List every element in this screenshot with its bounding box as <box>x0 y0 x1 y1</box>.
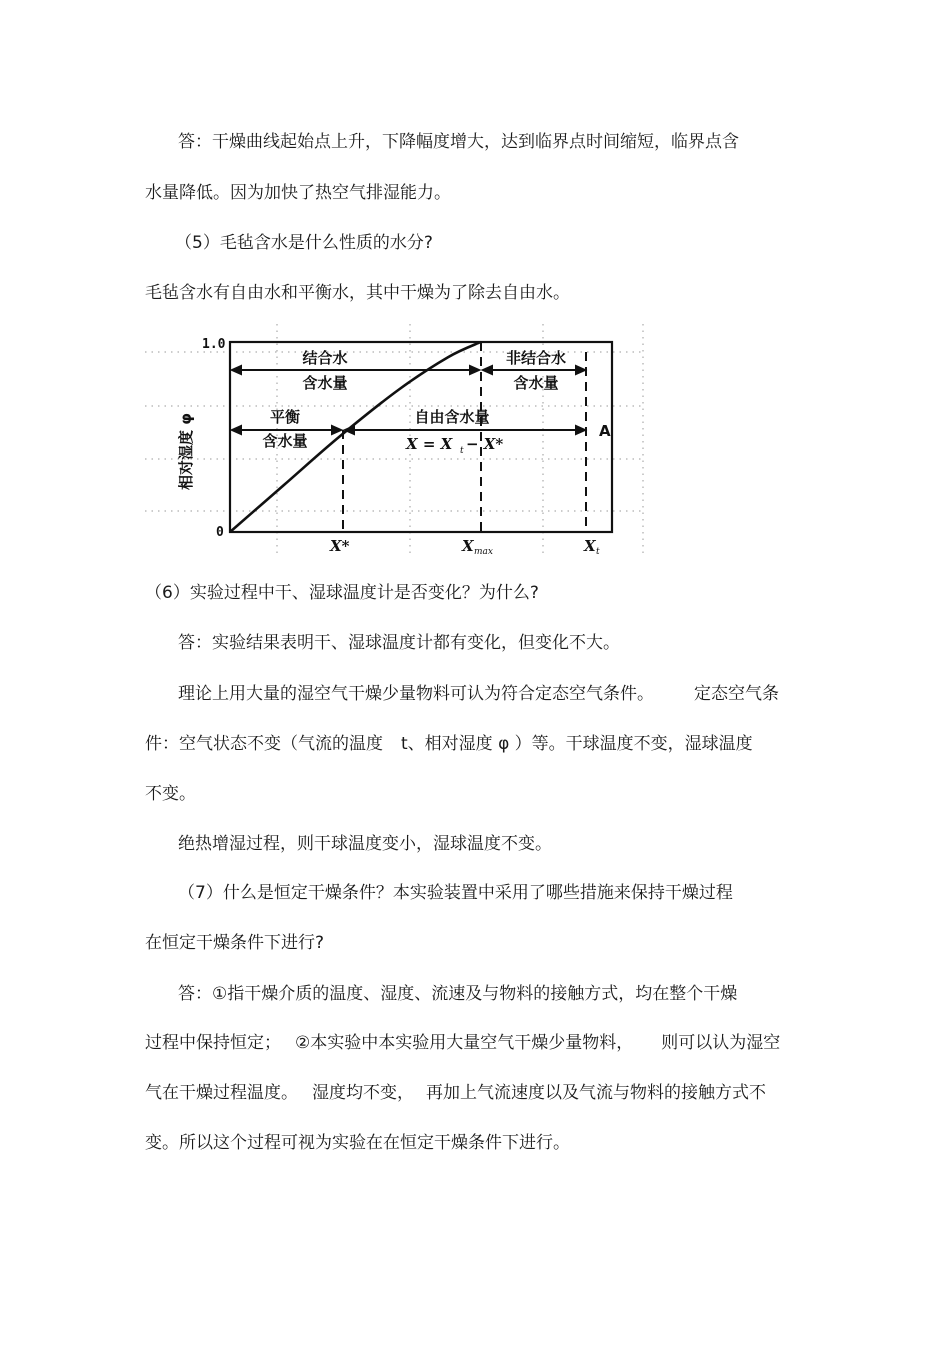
free-water-formula-end: − X* <box>466 435 504 453</box>
free-water-formula-text: X = X <box>406 435 453 453</box>
question-7: （7）什么是恒定干燥条件？本实验装置中采用了哪些措施来保持干燥过程 <box>178 883 733 903</box>
question-6: （6）实验过程中干、湿球温度计是否变化？为什么? <box>145 583 539 603</box>
theory-paragraph-part-2: 定态空气条 <box>694 684 779 704</box>
answer-6: 答：实验结果表明干、湿球温度计都有变化，但变化不大。 <box>178 633 620 653</box>
theory-paragraph-cont <box>145 733 753 755</box>
adiabatic-paragraph: 绝热增湿过程，则干球温度变小，湿球温度不变。 <box>178 834 552 854</box>
answer-7: 答：①指干燥介质的温度、湿度、流速及与物料的接触方式，均在整个干燥 <box>178 984 738 1004</box>
unbound-water-label-2: 含水量 <box>513 374 559 392</box>
theory-paragraph-part-1: 理论上用大量的湿空气干燥少量物料可认为符合定态空气条件。 <box>178 684 654 704</box>
theory-paragraph-cont-part-2: t、相对湿度 φ ）等。干球温度不变，湿球温度 <box>401 734 753 754</box>
question-7-cont: 在恒定干燥条件下进行? <box>145 933 325 953</box>
answer-paragraph-1-cont: 水量降低。因为加快了热空气排湿能力。 <box>145 183 451 203</box>
free-water-label: 自由含水量 <box>414 408 490 426</box>
answer-7-line-2-part-3: 则可以认为湿空 <box>661 1033 781 1053</box>
bound-water-arrow-right-head <box>470 366 479 374</box>
question-5: （5）毛毡含水是什么性质的水分? <box>175 233 433 253</box>
free-water-arrow-left-head <box>345 426 354 434</box>
y-axis-min-label: 0 <box>216 525 224 540</box>
answer-7-line-3-part-2: 湿度均不变， <box>312 1083 414 1103</box>
theory-paragraph-cont-part-1: 件：空气状态不变（气流的温度 <box>145 734 383 754</box>
answer-7-line-2 <box>145 1032 780 1054</box>
answer-5: 毛毡含水有自由水和平衡水，其中干燥为了除去自由水。 <box>145 283 570 303</box>
theory-paragraph <box>178 683 779 705</box>
unbound-water-arrow-right-head <box>576 366 585 374</box>
answer-7-line-2-part-1: 过程中保持恒定； <box>145 1033 281 1053</box>
y-axis-max-label: 1.0 <box>202 337 226 352</box>
free-water-arrow-right-head <box>576 426 585 434</box>
x-t-subscript: t <box>596 547 600 557</box>
answer-7-line-3-part-3: 再加上气流速度以及气流与物料的接触方式不 <box>426 1083 766 1103</box>
y-axis-label: 相对湿度 φ <box>177 413 195 490</box>
theory-paragraph-end: 不变。 <box>145 784 196 804</box>
x-star-label: X* <box>330 537 350 555</box>
answer-7-line-3 <box>145 1082 766 1104</box>
x-max-label: X <box>462 537 474 555</box>
unbound-water-label-1: 非结合水 <box>505 349 567 367</box>
relative-humidity-moisture-figure <box>140 322 660 562</box>
x-t-label: X <box>584 537 596 555</box>
free-water-formula <box>405 435 503 456</box>
bound-water-label-1: 结合水 <box>302 349 348 367</box>
equilibrium-arrow-right-head <box>332 426 341 434</box>
equilibrium-arrow-left-head <box>232 426 241 434</box>
free-water-formula-subscript: t <box>460 446 464 456</box>
answer-7-line-2-part-2: ②本实验中本实验用大量空气干燥少量物料， <box>295 1033 634 1053</box>
point-a-label: A <box>599 422 611 440</box>
answer-7-line-4: 变。所以这个过程可视为实验在在恒定干燥条件下进行。 <box>145 1133 570 1153</box>
equilibrium-label-1: 平衡 <box>269 408 301 426</box>
answer-7-line-3-part-1: 气在干燥过程温度。 <box>145 1083 298 1103</box>
equilibrium-label-2: 含水量 <box>262 432 308 450</box>
x-max-subscript: max <box>474 547 493 557</box>
bound-water-arrow-left-head <box>232 366 241 374</box>
bound-water-label-2: 含水量 <box>302 374 348 392</box>
unbound-water-arrow-left-head <box>483 366 492 374</box>
dotted-grid <box>145 324 645 554</box>
answer-paragraph-1: 答：干燥曲线起始点上升，下降幅度增大，达到临界点时间缩短，临界点含 <box>178 132 739 152</box>
